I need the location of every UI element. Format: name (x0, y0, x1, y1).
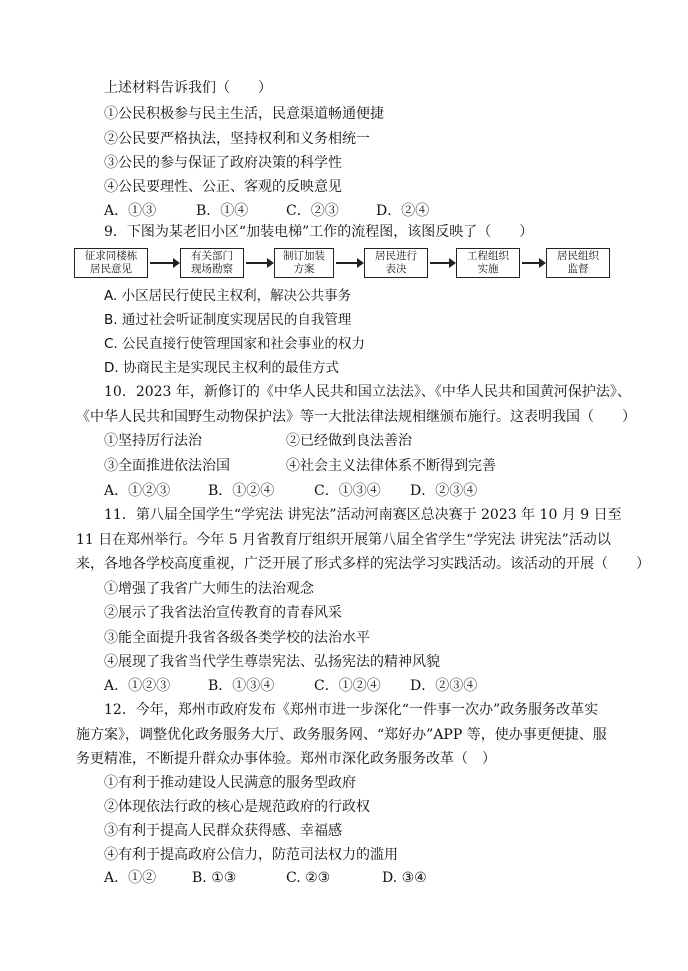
q8-stem: 上述材料告诉我们（ ） (104, 80, 272, 96)
q9-option-a: A. 小区居民行使民主权利，解决公共事务 (104, 288, 352, 304)
q10-item-2: ②已经做到良法善治 (286, 433, 412, 449)
flow-step-5 (456, 248, 520, 278)
q10-stem-line2: 《中华人民共和国野生动物保护法》等一大批法律法规相继颁布施行。这表明我国（ ） (76, 409, 636, 425)
flow-step-4-line2: 表决 (385, 263, 407, 275)
flow-step-6-line1: 居民组织 (557, 250, 599, 262)
q8-option-d: D．②④ (376, 203, 430, 219)
flow-step-6 (546, 248, 610, 278)
q8-item-3: ③公民的参与保证了政府决策的科学性 (104, 155, 342, 171)
flow-step-3-line1: 制订加装 (283, 250, 325, 262)
q12-option-a: A．①② (104, 870, 157, 886)
q8-item-2: ②公民要严格执法，坚持权利和义务相统一 (104, 131, 370, 147)
flow-step-2-line2: 现场勘察 (191, 263, 233, 275)
q8-item-1: ①公民积极参与民主生活，民意渠道畅通便捷 (104, 106, 384, 122)
q11-option-d: D．②③④ (410, 678, 478, 694)
q11-option-b: B．①③④ (208, 678, 275, 694)
q8-item-4: ④公民要理性、公正、客观的反映意见 (104, 179, 342, 195)
q8-option-c: C．②③ (286, 203, 339, 219)
q11-stem-line3: 来，各地各学校高度重视，广泛开展了形式多样的宪法学习实践活动。该活动的开展（ ） (76, 556, 650, 572)
q11-item-1: ①增强了我省广大师生的法治观念 (104, 581, 314, 597)
q9-option-b: B. 通过社会听证制度实现居民的自我管理 (104, 312, 352, 328)
q10-option-b: B．①②④ (208, 483, 275, 499)
q8-option-b: B．①④ (196, 203, 249, 219)
q11-stem-line2: 11 日在郑州举行。今年 5 月省教育厅组织开展第八届全省学生“学宪法 讲宪法”活动以 (76, 532, 611, 548)
flow-arrow-1 (150, 262, 174, 264)
q11-item-4: ④展现了我省当代学生尊崇宪法、弘扬宪法的精神风貌 (104, 654, 440, 670)
q10-option-a: A．①②③ (104, 483, 171, 499)
flow-step-4 (364, 248, 428, 278)
flow-step-3 (274, 248, 334, 278)
q11-item-2: ②展示了我省法治宣传教育的青春风采 (104, 605, 342, 621)
flow-step-5-line1: 工程组织 (467, 250, 509, 262)
flow-step-2 (180, 248, 244, 278)
q12-item-1: ①有利于推动建设人民满意的服务型政府 (104, 775, 356, 791)
q12-stem-line1: 12．今年，郑州市政府发布《郑州市进一步深化“一件事一次办”政务服务改革实 (104, 702, 599, 718)
flow-step-3-line2: 方案 (293, 263, 315, 275)
q11-item-3: ③能全面提升我省各级各类学校的法治水平 (104, 630, 370, 646)
q9-option-d: D. 协商民主是实现民主权利的最佳方式 (104, 360, 339, 376)
flow-step-1 (74, 248, 148, 278)
q10-item-4: ④社会主义法律体系不断得到完善 (286, 458, 496, 474)
q10-items-row2 (104, 456, 624, 476)
q12-option-c: C. ②③ (286, 870, 331, 886)
flow-step-6-line2: 监督 (567, 263, 589, 275)
q11-option-a: A．①②③ (104, 678, 171, 694)
q10-option-d: D．②③④ (410, 483, 478, 499)
flow-arrow-3 (336, 262, 358, 264)
q11-option-c: C．①②④ (314, 678, 381, 694)
q8-option-a: A．①③ (104, 203, 157, 219)
q12-item-4: ④有利于提高政府公信力，防范司法权力的滥用 (104, 847, 398, 863)
q12-stem-line2: 施方案》，调整优化政务服务大厅、政务服务网、“郑好办”APP 等，使办事更便捷、服 (76, 727, 607, 743)
flow-step-4-line1: 居民进行 (375, 250, 417, 262)
q9-stem: 9．下图为某老旧小区“加装电梯”工作的流程图，该图反映了（ ） (104, 224, 534, 240)
flow-step-5-line2: 实施 (477, 263, 499, 275)
flow-arrow-2 (246, 262, 268, 264)
q11-stem-line1: 11．第八届全国学生“学宪法 讲宪法”活动河南赛区总决赛于 2023 年 10 月 9 日至 (104, 507, 622, 523)
q9-flowchart (74, 248, 614, 280)
flow-step-2-line1: 有关部门 (191, 250, 233, 262)
q12-stem-line3: 务更精准，不断提升群众办事体验。郑州市深化政务服务改革（ ） (76, 751, 496, 767)
flow-arrow-4 (430, 262, 450, 264)
q10-option-c: C．①③④ (314, 483, 381, 499)
q9-option-c: C. 公民直接行使管理国家和社会事业的权力 (104, 336, 366, 352)
q10-item-1: ①坚持厉行法治 (104, 433, 202, 449)
q12-option-d: D. ③④ (382, 870, 427, 886)
q12-item-2: ②体现依法行政的核心是规范政府的行政权 (104, 799, 370, 815)
flow-step-1-line2: 居民意见 (90, 263, 132, 275)
q12-option-b: B. ①③ (192, 870, 237, 886)
flow-arrow-5 (522, 262, 540, 264)
q10-stem-line1: 10．2023 年，新修订的《中华人民共和国立法法》、《中华人民共和国黄河保护法》、 (104, 384, 631, 400)
q10-items-row1 (104, 431, 624, 451)
q12-item-3: ③有利于提高人民群众获得感、幸福感 (104, 823, 342, 839)
q10-item-3: ③全面推进依法治国 (104, 458, 230, 474)
flow-step-1-line1: 征求同楼栋 (84, 250, 138, 262)
